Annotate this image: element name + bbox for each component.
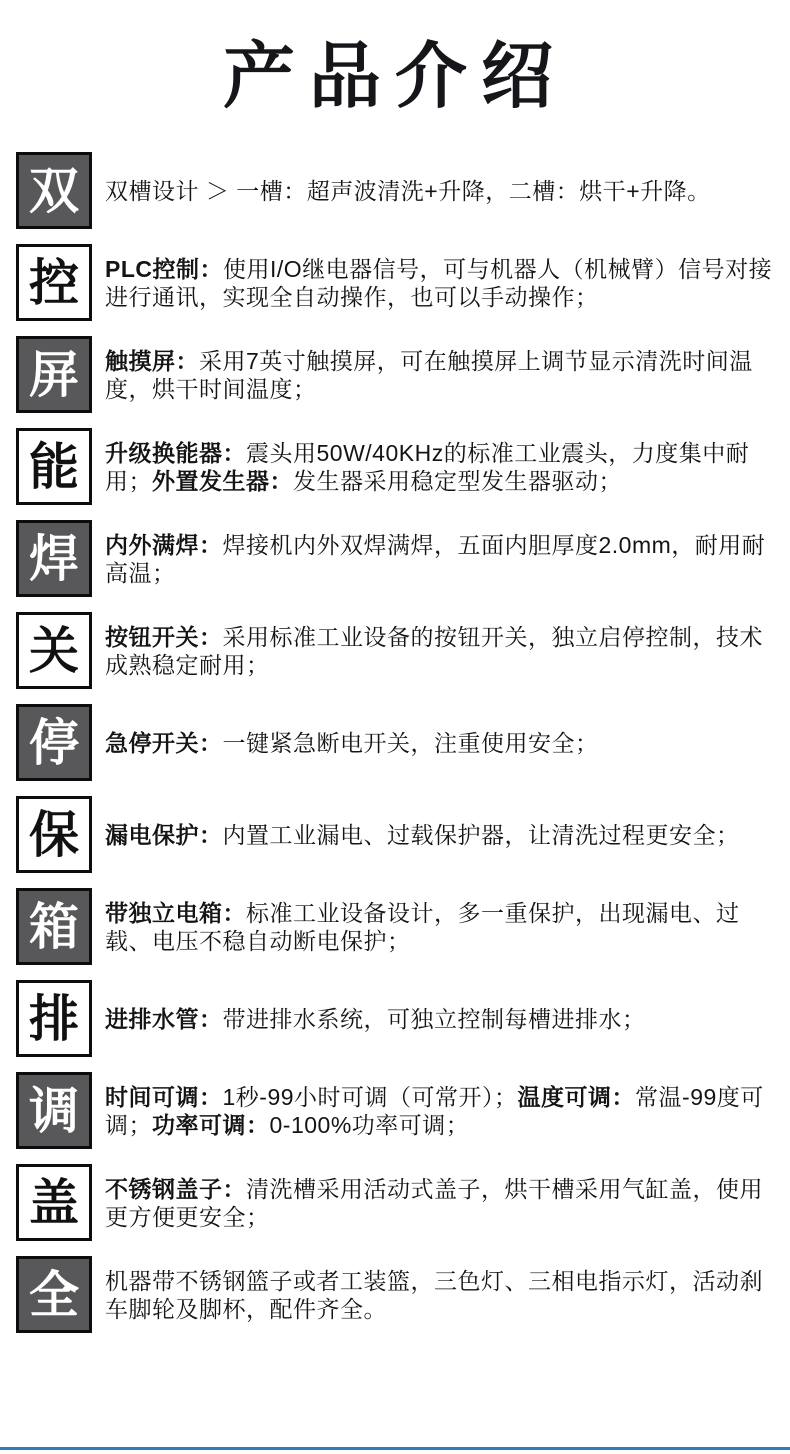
feature-badge bbox=[16, 980, 92, 1057]
feature-badge bbox=[16, 704, 92, 781]
footer-accent-line bbox=[0, 1447, 790, 1450]
feature-desc: 内置工业漏电、过载保护器，让清洗过程更安全； bbox=[222, 821, 740, 848]
feature-label: 时间可调： bbox=[105, 1083, 223, 1110]
feature-badge-char: 控 bbox=[29, 254, 79, 311]
feature-label: 带独立电箱： bbox=[105, 899, 246, 926]
feature-row-emergency-stop bbox=[16, 704, 776, 781]
feature-text bbox=[105, 255, 776, 311]
feature-row-leakage-protection bbox=[16, 796, 776, 873]
feature-label: 升级换能器： bbox=[105, 439, 246, 466]
feature-desc: 机器带不锈钢篮子或者工装篮，三色灯、三相电指示灯，活动刹车脚轮及脚杯，配件齐全。 bbox=[105, 1267, 763, 1322]
feature-label: 按钮开关： bbox=[105, 623, 223, 650]
feature-text bbox=[105, 623, 776, 679]
feature-label: 外置发生器： bbox=[152, 467, 293, 494]
feature-label: 漏电保护： bbox=[105, 821, 223, 848]
feature-desc: 焊接机内外双焊满焊，五面内胆厚度2.0mm，耐用耐高温； bbox=[105, 531, 766, 586]
feature-badge bbox=[16, 1256, 92, 1333]
feature-label: 内外满焊： bbox=[105, 531, 223, 558]
feature-badge-char: 能 bbox=[29, 438, 79, 495]
feature-desc: 使用I/O继电器信号，可与机器人（机械臂）信号对接进行通讯，实现全自动操作，也可以手动操作； bbox=[105, 255, 773, 310]
feature-row-full-weld bbox=[16, 520, 776, 597]
feature-desc: 1秒-99小时可调（可常开）； bbox=[222, 1083, 518, 1110]
feature-badge bbox=[16, 888, 92, 965]
feature-label: 不锈钢盖子： bbox=[105, 1175, 246, 1202]
feature-badge-char: 停 bbox=[29, 714, 79, 771]
feature-desc: 采用7英寸触摸屏，可在触摸屏上调节显示清洗时间温度，烘干时间温度； bbox=[105, 347, 753, 402]
feature-row-transducer bbox=[16, 428, 776, 505]
feature-desc: 带进排水系统，可独立控制每槽进排水； bbox=[222, 1005, 646, 1032]
feature-row-water-pipes bbox=[16, 980, 776, 1057]
feature-badge-char: 焊 bbox=[29, 530, 79, 587]
feature-text bbox=[105, 821, 740, 849]
feature-text bbox=[105, 347, 776, 403]
feature-badge bbox=[16, 520, 92, 597]
feature-badge bbox=[16, 336, 92, 413]
feature-badge-char: 保 bbox=[29, 806, 79, 863]
feature-text bbox=[105, 177, 711, 205]
feature-row-touchscreen bbox=[16, 336, 776, 413]
feature-badge bbox=[16, 796, 92, 873]
feature-badge-char: 调 bbox=[29, 1082, 79, 1139]
feature-label: 进排水管： bbox=[105, 1005, 223, 1032]
feature-row-adjustable bbox=[16, 1072, 776, 1149]
feature-text bbox=[105, 1083, 776, 1139]
feature-badge bbox=[16, 612, 92, 689]
feature-badge bbox=[16, 1164, 92, 1241]
feature-row-electric-box bbox=[16, 888, 776, 965]
feature-text bbox=[105, 439, 776, 495]
feature-text bbox=[105, 899, 776, 955]
feature-badge-char: 箱 bbox=[29, 898, 79, 955]
feature-list bbox=[0, 152, 790, 1333]
feature-badge bbox=[16, 1072, 92, 1149]
feature-label: 功率可调： bbox=[152, 1111, 270, 1138]
feature-row-accessories bbox=[16, 1256, 776, 1333]
feature-label: 触摸屏： bbox=[105, 347, 199, 374]
feature-badge-char: 双 bbox=[29, 162, 79, 219]
feature-badge-char: 全 bbox=[29, 1266, 79, 1323]
feature-badge-char: 屏 bbox=[29, 346, 79, 403]
feature-text bbox=[105, 729, 599, 757]
feature-row-plc-control bbox=[16, 244, 776, 321]
feature-row-push-button bbox=[16, 612, 776, 689]
feature-badge bbox=[16, 428, 92, 505]
feature-badge-char: 关 bbox=[29, 622, 79, 679]
feature-label: 温度可调： bbox=[517, 1083, 636, 1110]
feature-label: PLC控制： bbox=[105, 255, 223, 282]
feature-desc: 采用标准工业设备的按钮开关，独立启停控制，技术成熟稳定耐用； bbox=[105, 623, 763, 678]
feature-label: 急停开关： bbox=[105, 729, 223, 756]
feature-desc: 震头用50W/40KHz的标准工业震头，力度集中耐用； bbox=[105, 439, 750, 494]
feature-row-dual-tank bbox=[16, 152, 776, 229]
feature-text bbox=[105, 1267, 776, 1323]
feature-desc: 标准工业设备设计，多一重保护，出现漏电、过载、电压不稳自动断电保护； bbox=[105, 899, 740, 954]
feature-desc: 一键紧急断电开关，注重使用安全； bbox=[222, 729, 599, 756]
page-title: 产品介绍 bbox=[222, 37, 567, 117]
feature-badge bbox=[16, 152, 92, 229]
feature-text bbox=[105, 531, 776, 587]
feature-text bbox=[105, 1005, 646, 1033]
feature-desc: 发生器采用稳定型发生器驱动； bbox=[293, 467, 622, 494]
feature-desc: 0-100%功率可调； bbox=[269, 1111, 470, 1138]
feature-text bbox=[105, 1175, 776, 1231]
feature-badge bbox=[16, 244, 92, 321]
feature-desc: 双槽设计 ＞ 一槽：超声波清洗+升降，二槽：烘干+升降。 bbox=[105, 177, 711, 204]
feature-badge-char: 排 bbox=[29, 990, 79, 1047]
feature-desc: 常温-99度可调； bbox=[105, 1083, 764, 1138]
feature-badge-char: 盖 bbox=[29, 1174, 79, 1231]
feature-desc: 清洗槽采用活动式盖子，烘干槽采用气缸盖，使用更方便更安全； bbox=[105, 1175, 763, 1230]
feature-row-steel-lid bbox=[16, 1164, 776, 1241]
